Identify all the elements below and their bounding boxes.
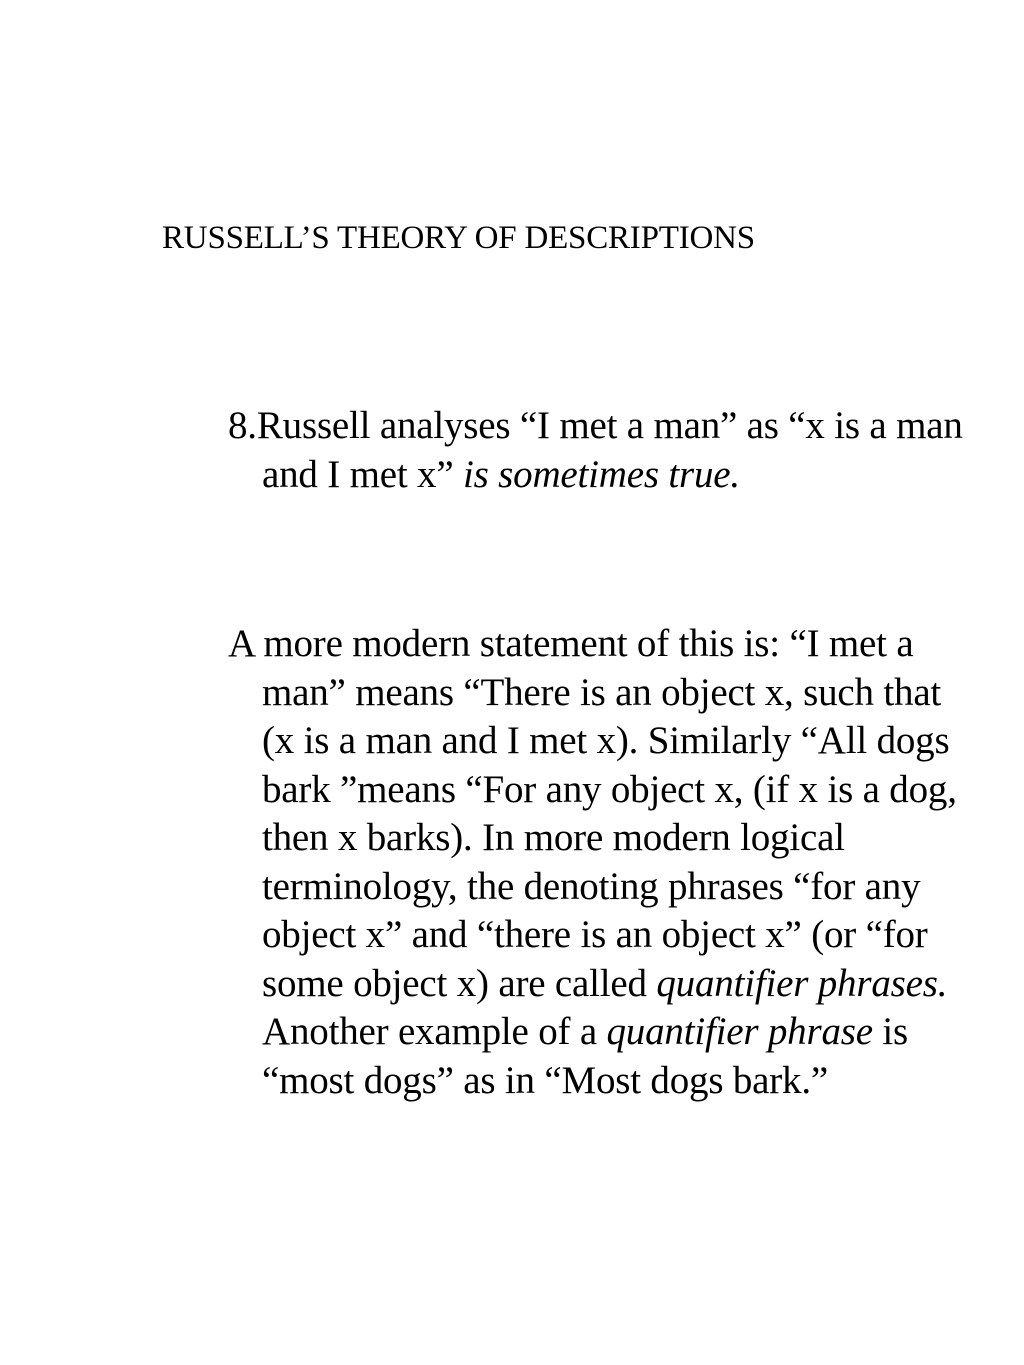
point-8-paragraph (228, 402, 982, 499)
quantifier-phrases-term: quantifier phrases. (656, 961, 948, 1005)
modern-statement-text-2: Another example of a (262, 1010, 607, 1053)
point-8-italic-phrase: is sometimes true. (463, 452, 740, 496)
quantifier-phrase-term: quantifier phrase (606, 1010, 873, 1053)
modern-statement-text-1: A more modern statement of this is: “I met a man” means “There is an object x, such that (x is a man and I met x). Similarly “All dogs bark ”means “For any object x, (if x is a dog, then x barks). In more modern logical terminology, the denoting phrases “for any object x” and “there is an object x” (or “for some object x) are called (228, 622, 957, 1005)
modern-statement-paragraph (228, 620, 982, 1105)
modern-statement-text-3: is “most dogs” as in “Most dogs bark.” (262, 1010, 909, 1102)
slide-title: RUSSELL’S THEORY OF DESCRIPTIONS (162, 220, 755, 256)
point-8-text: 8.Russell analyses “I met a man” as “x is a man and I met x” (228, 404, 963, 496)
